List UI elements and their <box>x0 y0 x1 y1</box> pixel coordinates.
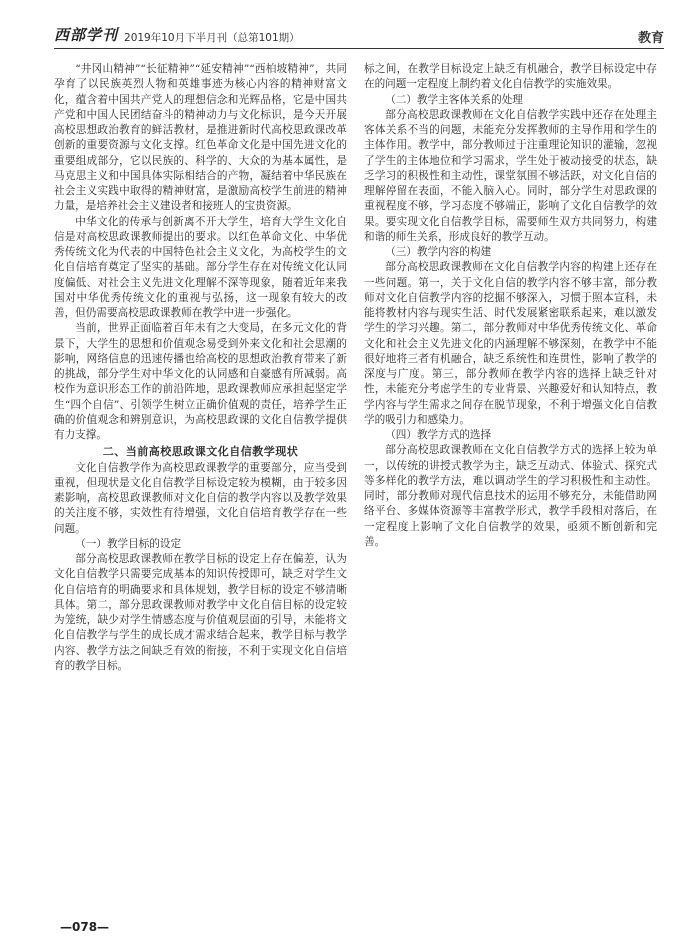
page-number: —078— <box>60 920 110 934</box>
paragraph-5: 部分高校思政课教师在教学目标的设定上存在偏差，认为文化自信教学只需要完成基本的知识传授即可，缺乏对学生文化自信培育的明确要求和具体规划，教学目标的设定不够清晰具体。第二，部分思政课教师对教学中文化自信目标的设定较为笼统，缺少对学生情感态度与价值观层面的引导，未能将文化自信教学与学生的成长成才需求结合起来，教学目标与教学内容、教学方法之间缺乏有效的衔接，不利于实现文化自信培育的教学目标。 <box>54 553 347 672</box>
issue-info: 2019年10月下半月刊（总第101期） <box>124 32 300 44</box>
subheading-2: （二）教学主客体关系的处理 <box>385 93 523 106</box>
subheading-1: （一）教学目标的设定 <box>75 537 182 550</box>
subheading-4: （四）教学方式的选择 <box>385 429 492 441</box>
paragraph-7: 部分高校思政课教师在文化自信教学实践中还存在处理主客体关系不当的问题，未能充分发挥教师的主导作用和学生的主体作用。教学中，部分教师过于注重理论知识的灌输，忽视了学生的主体地位和学习需求，学生处于被动接受的状态，缺乏学习的积极性和主动性，课堂氛围不够活跃，对文化自信的理解停留在表面，不能入脑入心。同时，部分学生对思政课的重视程度不够，学习态度不够端正，影响了文化自信教学的效果。要实现文化自信教学目标，需要师生双方共同努力，构建和谐的师生关系，形成良好的教学互动。 <box>364 108 657 243</box>
journal-logo: 西部学刊 <box>54 26 119 44</box>
section-heading: 二、当前高校思政课文化自信教学现状 <box>102 445 299 459</box>
right-column <box>364 62 657 550</box>
paragraph-2: 中华文化的传承与创新离不开大学生，培育大学生文化自信是对高校思政课教师提出的要求。以红色革命文化、中华优秀传统文化为代表的中国特色社会主义文化，为高校学生的文化自信培育奠定了坚实的基础。部分学生存在对传统文化认同度偏低、对社会主义先进文化理解不深等现象，随着近年来我国对中华优秀传统文化的重视与弘扬，这一现象有较大的改善，但仍需要高校思政课教师在教学中进一步强化。 <box>54 215 347 319</box>
paragraph-8: 部分高校思政课教师在文化自信教学内容的构建上还存在一些问题。第一，关于文化自信的教学内容不够丰富，部分教师对文化自信教学内容的挖掘不够深入，习惯于照本宣科，未能将教材内容与现实生活、时代发展紧密联系起来，难以激发学生的学习兴趣。第二，部分教师对中华优秀传统文化、革命文化和社会主义先进文化的内涵理解不够深刻，在教学中不能很好地将三者有机融合，缺乏系统性和连贯性，影响了教学的深度与广度。第三，部分教师在教学内容的选择上缺乏针对性，未能充分考虑学生的专业背景、兴趣爱好和认知特点，教学内容与学生需求之间存在脱节现象，不利于增强文化自信教学的吸引力和感染力。 <box>364 261 657 426</box>
paragraph-1: “井冈山精神”“长征精神”“延安精神”“西柏坡精神”，共同孕育了以民族英烈人物和英雄事迹为核心内容的精神财富文化，蕴含着中国共产党人的理想信念和光辉品格，它是中国共产党和中国人民团结奋斗的精神动力与文化标识，是今天开展高校思想政治教育的鲜活教材，是推进新时代高校思政课改革创新的重要资源与文化支撑。红色革命文化是中国先进文化的重要组成部分，它以民族的、科学的、大众的为基本属性，是马克思主义和中国具体实际相结合的产物，凝结着中华民族在社会主义实践中取得的精神财富，是激励高校学生前进的精神力量，是培养社会主义建设者和接班人的宝贵资源。 <box>54 63 347 213</box>
paragraph-3: 当前，世界正面临着百年未有之大变局，在多元文化的背景下，大学生的思想和价值观念易受到外来文化和社会思潮的影响，网络信息的迅速传播也给高校的思想政治教育带来了新的挑战，部分学生对中华文化的认同感和自豪感有所减弱。高校作为意识形态工作的前沿阵地，思政课教师应承担起坚定学生“四个自信”、引领学生树立正确价值观的责任，培养学生正确的价值观念和辨别意识，为高校思政课的文化自信教学提供有力支撑。 <box>54 322 347 441</box>
section-tag: 教育 <box>637 31 664 46</box>
subheading-3: （三）教学内容的构建 <box>385 246 492 258</box>
running-header <box>54 22 664 49</box>
paragraph-4: 文化自信教学作为高校思政课教学的重要部分，应当受到重视，但现状是文化自信教学目标设定较为模糊，由于较多因素影响，高校思政课教师对文化自信的教学内容以及教学效果的关注度不够，实效性有待增强，文化自信培育教学存在一些问题。 <box>54 461 347 535</box>
header-left <box>54 24 300 48</box>
paragraph-6: 标之间，在教学目标设定上缺乏有机融合，教学目标设定中存在的问题一定程度上制约着文化自信教学的实施效果。 <box>364 63 657 91</box>
paragraph-9: 部分高校思政课教师在文化自信教学方式的选择上较为单一，以传统的讲授式教学为主，缺乏互动式、体验式、探究式等多样化的教学方法，难以调动学生的学习积极性和主动性。同时，部分教师对现代信息技术的运用不够充分，未能借助网络平台、多媒体资源等丰富教学形式，教学手段相对落后，在一定程度上影响了文化自信教学的效果，亟须不断创新和完善。 <box>364 444 657 548</box>
left-column <box>54 62 347 674</box>
